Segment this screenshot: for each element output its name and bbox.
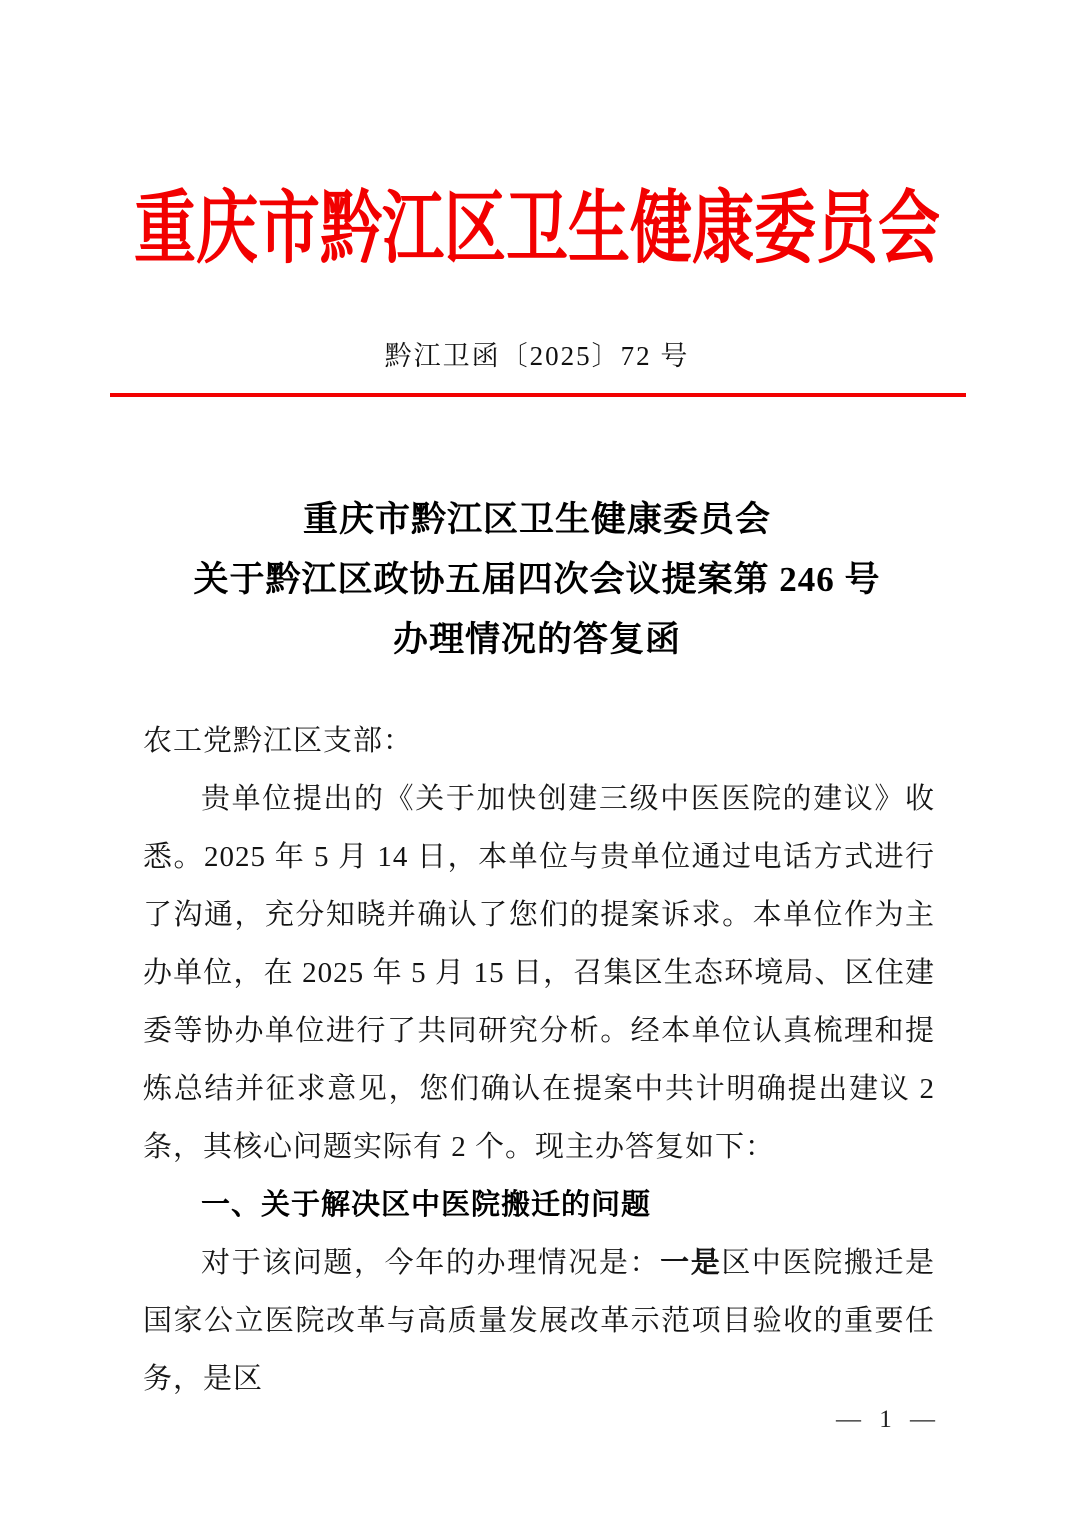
document-title — [0, 490, 1074, 670]
document-title-line-2: 关于黔江区政协五届四次会议提案第 246 号 — [193, 560, 881, 599]
paragraph-introduction: 贵单位提出的《关于加快创建三级中医医院的建议》收悉。2025 年 5 月 14 日，本单位与贵单位通过电话方式进行了沟通，充分知晓并确认了您们的提案诉求。本单位作为主办单位，在 2025 年 5 月 15 日，召集区生态环境局、区住建委等协办单位进行了共同研究分析。经本单位认真梳理和提炼总结并征求意见，您们确认在提案中共计明确提出建议 2 条，其核心问题实际有 2 个。现主办答复如下： — [143, 783, 935, 1163]
paragraph-section-1-rest: 区中医院搬迁是国家公立医院改革与高质量发展改革示范项目验收的重要任务，是区 — [143, 1247, 935, 1395]
red-divider-rule — [110, 393, 966, 397]
paragraph-section-1-lead: 对于该问题，今年的办理情况是： — [201, 1247, 661, 1279]
document-title-line-1: 重庆市黔江区卫生健康委员会 — [302, 500, 771, 539]
letter-body — [143, 712, 935, 1408]
paragraph-section-1 — [143, 1234, 935, 1408]
page-number: — 1 — — [836, 1406, 941, 1433]
salutation: 农工党黔江区支部： — [143, 725, 414, 757]
agency-masthead-title: 重庆市黔江区卫生健康委员会 — [133, 186, 940, 274]
section-heading-1: 一、关于解决区中医院搬迁的问题 — [201, 1189, 652, 1221]
document-title-line-3: 办理情况的答复函 — [392, 620, 681, 659]
paragraph-section-1-emphasis: 一是 — [660, 1247, 722, 1279]
document-number: 黔江卫函〔2025〕72 号 — [384, 341, 690, 371]
